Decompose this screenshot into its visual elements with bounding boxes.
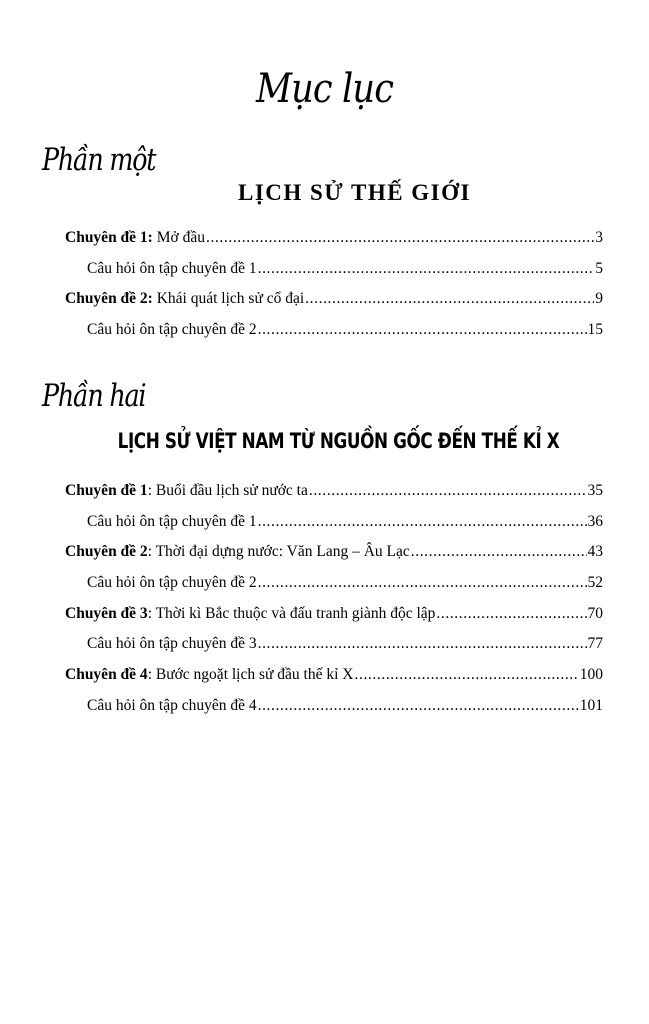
entry-label <box>87 572 257 594</box>
entry-prefix: Chuyên đề 2 <box>65 543 148 561</box>
entry-text: Câu hỏi ôn tập chuyên đề 3 <box>87 635 257 653</box>
entry-label <box>87 258 257 280</box>
entry-prefix: Chuyên đề 3 <box>65 604 148 622</box>
entry-label <box>65 664 354 686</box>
dot-leader <box>355 664 579 686</box>
part-two-entries <box>0 480 649 726</box>
entry-label <box>65 480 308 502</box>
part-one-label: Phần một <box>42 142 156 178</box>
entry-page-number: 70 <box>587 604 603 622</box>
entry-page-number: 15 <box>587 321 603 339</box>
entry-text: : Thời đại dựng nước: Văn Lang – Âu Lạc <box>147 543 410 561</box>
dot-leader <box>258 319 587 341</box>
entry-page-number: 3 <box>595 229 603 246</box>
dot-leader <box>411 541 587 563</box>
part-one-entries <box>0 227 649 350</box>
dot-leader <box>258 695 579 717</box>
entry-text: : Bước ngoặt lịch sử đầu thế kỉ X <box>147 666 354 684</box>
entry-text: Câu hỏi ôn tập chuyên đề 2 <box>87 574 257 592</box>
entry-label <box>87 695 257 717</box>
toc-entry[interactable] <box>87 319 603 350</box>
dot-leader <box>258 633 587 655</box>
dot-leader <box>305 288 594 310</box>
part-two-label: Phần hai <box>42 378 146 414</box>
toc-entry[interactable] <box>65 541 603 572</box>
entry-page-number: 36 <box>587 512 603 530</box>
entry-prefix: Chuyên đề 1: <box>65 229 153 246</box>
entry-text: Câu hỏi ôn tập chuyên đề 1 <box>87 259 257 277</box>
toc-entry[interactable] <box>65 227 603 258</box>
dot-leader <box>309 480 587 502</box>
dot-leader <box>436 603 586 625</box>
part-two-heading: LỊCH SỬ VIỆT NAM TỪ NGUỒN GỐC ĐẾN THẾ KỈ X <box>117 429 560 453</box>
entry-text: Câu hỏi ôn tập chuyên đề 1 <box>87 512 257 530</box>
part-one-heading: LỊCH SỬ THẾ GIỚI <box>238 180 471 205</box>
toc-entry[interactable] <box>87 572 603 603</box>
page-title: Mục lục <box>255 66 394 112</box>
entry-text: : Buổi đầu lịch sử nước ta <box>147 482 308 499</box>
entry-prefix: Chuyên đề 2: <box>65 290 153 308</box>
entry-prefix: Chuyên đề 4 <box>65 666 148 684</box>
entry-page-number: 35 <box>587 482 603 499</box>
entry-label <box>65 288 304 310</box>
toc-entry[interactable] <box>87 258 603 289</box>
entry-text: Câu hỏi ôn tập chuyên đề 2 <box>87 321 257 339</box>
entry-text: : Thời kì Bắc thuộc và đấu tranh giành độc lập <box>147 604 436 622</box>
entry-text: Mở đầu <box>152 229 205 246</box>
entry-label <box>87 633 257 655</box>
toc-entry[interactable] <box>65 603 603 634</box>
entry-page-number: 100 <box>579 666 603 684</box>
entry-label <box>87 319 257 341</box>
entry-page-number: 101 <box>579 696 603 714</box>
entry-label <box>65 541 410 563</box>
entry-prefix: Chuyên đề 1 <box>65 482 148 499</box>
entry-label <box>87 511 257 533</box>
dot-leader <box>258 258 595 280</box>
dot-leader <box>258 572 587 594</box>
toc-entry[interactable] <box>87 511 603 542</box>
entry-text: Khái quát lịch sử cổ đại <box>152 290 305 308</box>
dot-leader <box>206 227 594 249</box>
entry-label <box>65 603 435 625</box>
entry-page-number: 9 <box>595 290 603 308</box>
entry-page-number: 52 <box>587 574 603 592</box>
toc-entry[interactable] <box>87 695 603 726</box>
dot-leader <box>258 511 587 533</box>
entry-page-number: 5 <box>595 259 603 277</box>
toc-entry[interactable] <box>65 664 603 695</box>
entry-label <box>65 227 205 249</box>
entry-text: Câu hỏi ôn tập chuyên đề 4 <box>87 696 257 714</box>
toc-entry[interactable] <box>65 480 603 511</box>
entry-page-number: 77 <box>587 635 603 653</box>
toc-entry[interactable] <box>65 288 603 319</box>
entry-page-number: 43 <box>587 543 603 561</box>
toc-entry[interactable] <box>87 633 603 664</box>
